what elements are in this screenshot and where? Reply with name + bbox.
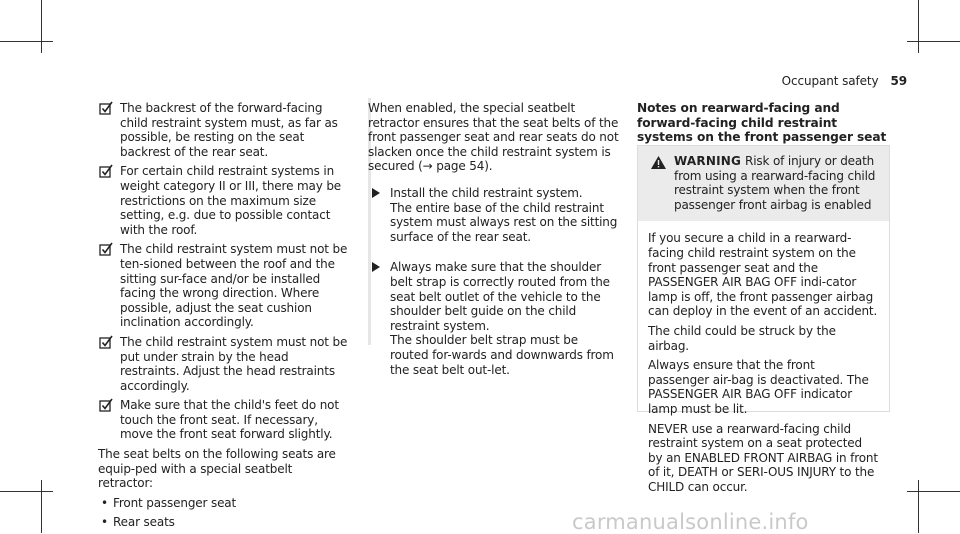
- section-title: Occupant safety: [781, 74, 879, 88]
- crop-mark: [918, 0, 919, 53]
- checklist-text: The backrest of the forward-facing child restraint system must, as far as possible, be resting on the seat backrest of the rear seat.: [120, 101, 338, 159]
- warning-header: [638, 146, 889, 221]
- warning-text: Risk of injury or death from using a rearward-facing child restraint system when the front passenger front airbag is enabled: [674, 154, 876, 212]
- action-step-text: Always make sure that the shoulder belt strap is correctly routed from the seat belt outlet of the vehicle to the shoulder belt guide on the child restraint system.: [390, 260, 610, 333]
- warning-triangle-icon: [651, 156, 666, 169]
- warning-box: [637, 145, 890, 494]
- intro-paragraph: When enabled, the special seatbelt retractor ensures that the seat belts of the front passenger seat and rear seats do not slacken once the child restraint system is secured (→ page 54).: [368, 101, 619, 174]
- page-header: [782, 74, 907, 88]
- action-arrow-icon: [372, 262, 380, 272]
- checklist-item: [98, 101, 350, 159]
- column-right: [637, 101, 895, 145]
- seat-list-item: • Rear seats: [98, 515, 350, 530]
- action-arrow-icon: [372, 188, 380, 198]
- action-result-text: The entire base of the child restraint system must always rest on the sitting surface of the rear seat.: [390, 200, 618, 244]
- warning-paragraph: NEVER use a rearward-facing child restraint system on a seat protected by an ENABLED FRONT AIRBAG in front of it, DEATH or SERI-OUS INJURY to the CHILD can occur.: [648, 421, 878, 494]
- warning-body: [638, 221, 889, 494]
- crop-mark: [907, 491, 960, 492]
- checklist-item: [98, 398, 350, 442]
- checkbox-check-icon: [99, 242, 113, 256]
- checkbox-check-icon: [99, 101, 113, 115]
- crop-mark: [41, 0, 42, 53]
- checklist-item: [98, 242, 350, 330]
- action-step: [368, 186, 620, 244]
- checklist-item: [98, 335, 350, 393]
- action-step-text: Install the child restraint system.: [390, 185, 583, 200]
- crop-mark: [0, 491, 53, 492]
- column-middle: [368, 101, 620, 382]
- action-step: [368, 260, 620, 377]
- checklist-text: For certain child restraint systems in weight category II or III, there may be restrictions on the maximum size setting, e.g. due to possible contact with the roof.: [120, 164, 342, 237]
- crop-mark: [41, 480, 42, 533]
- crop-mark: [0, 41, 53, 42]
- action-result-text: The shoulder belt strap must be routed for-wards and downwards from the seat belt out-let.: [390, 333, 614, 377]
- checklist-item: [98, 164, 350, 237]
- warning-paragraph: The child could be struck by the airbag.: [648, 323, 836, 353]
- checklist-text: The child restraint system must not be ten-sioned between the roof and the sitting sur-face and/or be installed facing the wrong direction. Where possible, adjust the seat cushion inclination accordingly.: [120, 242, 348, 330]
- warning-paragraph: If you secure a child in a rearward-facing child restraint system on the front passenger seat and the PASSENGER AIR BAG OFF indi-cator lamp is off, the front passenger airbag can deploy in the event of an accident.: [648, 231, 878, 319]
- seat-list-item: • Front passenger seat: [98, 496, 350, 511]
- checkbox-check-icon: [99, 398, 113, 412]
- notes-heading: Notes on rearward-facing and forward-facing child restraint systems on the front passenger seat: [637, 101, 887, 145]
- checkbox-check-icon: [99, 335, 113, 349]
- checklist-text: The child restraint system must not be put under strain by the head restraints. Adjust the head restraints accordingly.: [120, 334, 348, 393]
- page-number: 59: [890, 74, 907, 88]
- warning-paragraph: Always ensure that the front passenger air-bag is deactivated. The PASSENGER AIR BAG OFF indicator lamp must be lit.: [648, 358, 869, 416]
- crop-mark: [907, 41, 960, 42]
- checkbox-check-icon: [99, 164, 113, 178]
- column-left: [98, 101, 350, 530]
- watermark-text: carmanualsonline.info: [572, 510, 809, 534]
- retractor-paragraph: The seat belts on the following seats are equip-ped with a special seatbelt retractor:: [98, 447, 336, 491]
- crop-mark: [918, 480, 919, 533]
- warning-label: WARNING: [674, 154, 742, 168]
- checklist-text: Make sure that the child's feet do not touch the front seat. If necessary, move the front seat forward slightly.: [120, 398, 339, 442]
